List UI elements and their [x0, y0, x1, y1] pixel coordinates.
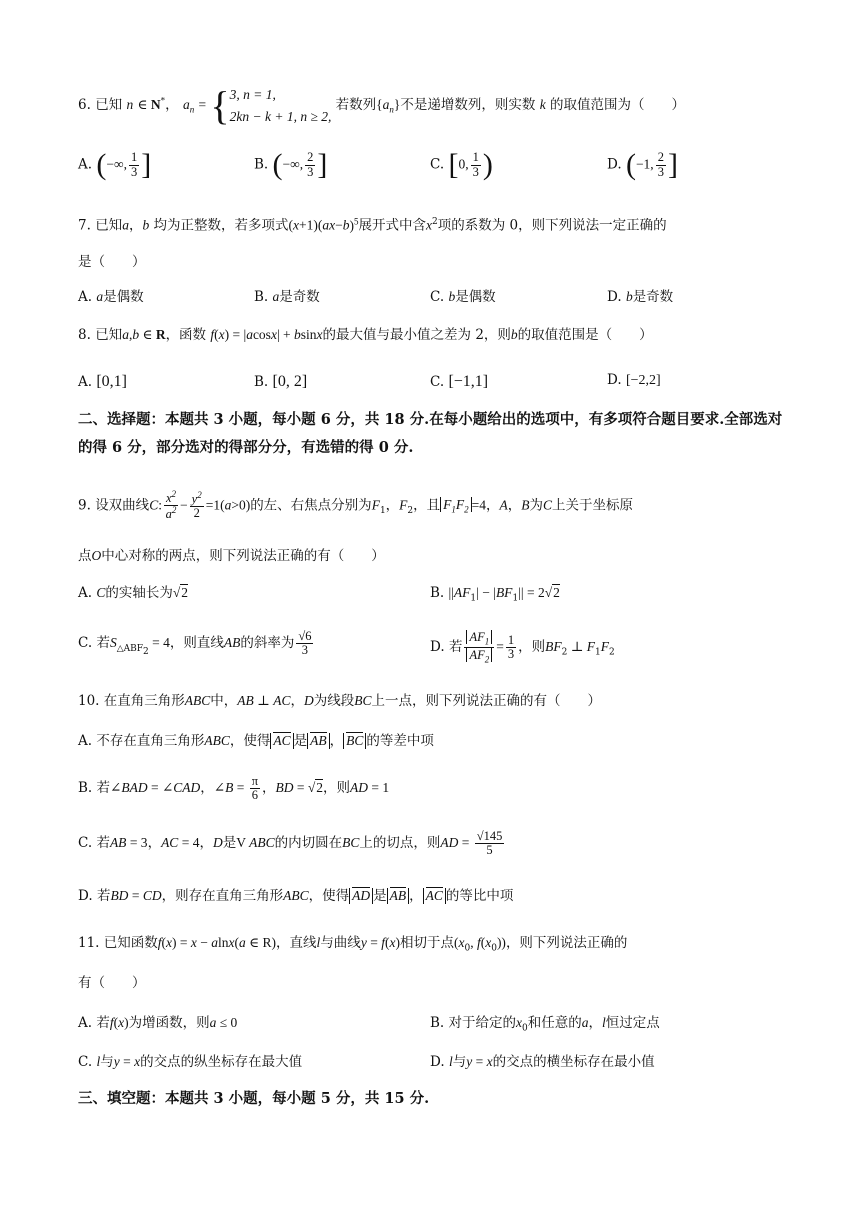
q9-line-2: 点O中心对称的两点，则下列说法正确的有（ ）: [78, 548, 385, 564]
q6-case-1: 3, n = 1,: [229, 87, 276, 102]
q6-stem-c: 不是递增数列，则实数: [400, 97, 536, 114]
q10-option-a: A. 不存在直角三角形ABC，使得 AC 是 AB ， BC 的等差中项: [78, 733, 434, 749]
q8-option-b: B. [0, 2]: [254, 373, 308, 390]
q6-stem-a: 已知: [95, 97, 123, 114]
q10-option-c: C. 若AB = 3，AC = 4，D是V ABC的内切圆在BC上的切点，则AD = $\frac{√145}{5}$: [78, 829, 503, 858]
q6-stem-d: 的取值范围为（ ）: [549, 97, 685, 114]
q8-option-c: C. [−1,1]: [430, 373, 489, 390]
q8-option-a: A. [0,1]: [78, 373, 127, 390]
question-9: 9. 设双曲线C: $\frac{x^2}{a^2}$ − $\frac{y^2}{2}$ =1(a>0)的左、右焦点分别为$F_1$，$F_2$，且 $F_1F_2 =4$，A，B为C上关于坐标原: [78, 489, 634, 522]
q6-option-b: B. (−∞, $\frac{2}{3}$ ]: [254, 148, 328, 181]
q6-number: 6.: [78, 97, 91, 114]
section-3-heading: 三、填空题：本题共 3 小题，每小题 5 分，共 15 分.: [78, 1090, 430, 1107]
question-7: 7. 已知a，b 均为正整数，若多项式$(x+1)(ax-b)^5$展开式中含$x^2$项的系数为 0，则下列说法一定正确的: [78, 216, 667, 234]
q9-option-b: B. $||AF_1| - |BF_1|| = 2√2$: [430, 585, 560, 604]
q11-option-d: D. l与y = x的交点的横坐标存在最小值: [430, 1054, 655, 1070]
question-11: 11. 已知函数f(x) = x − alnx(a ∈ R)，直线l与曲线y = f(x)相切于点($x_0$, $f(x_0)$)，则下列说法正确的: [78, 935, 628, 954]
section-2-heading: 二、选择题：本题共 3 小题，每小题 6 分，共 18 分.在每小题给出的选项中，有多项符合题目要求.全部选对的得 6 分，部分选对的得部分分，有选错的得 0 分.: [78, 411, 783, 456]
question-8: 8. 已知a,b ∈ R，函数 f(x) = |acosx| + bsinx的最大值与最小值之差为 2，则b的取值范围是（ ）: [78, 327, 653, 343]
q11-option-b: B. 对于给定的$x_0$和任意的a，l恒过定点: [430, 1015, 660, 1034]
q7-option-a: A. a是偶数: [78, 289, 144, 305]
q6-option-d: D. (−1, $\frac{2}{3}$ ]: [607, 148, 678, 181]
question-6: 6. 已知 n ∈ N*， $a_n$ = { 3, n = 1, 2kn − k + 1, n ≥ 2, 若数列$\{a_n\}$不是递增数列，则实数 k 的取值范围为（ ）: [78, 82, 685, 128]
q6-case-2: 2kn − k + 1, n ≥ 2,: [229, 108, 332, 124]
q7-option-c: C. b是偶数: [430, 289, 496, 305]
q7-line-2: 是（ ）: [78, 254, 146, 270]
q6-option-a: A. (−∞, $\frac{1}{3}$ ]: [78, 148, 152, 181]
q6-stem-b: 若数列: [335, 97, 377, 114]
q11-option-c: C. l与y = x的交点的纵坐标存在最大值: [78, 1054, 303, 1070]
question-10: 10. 在直角三角形ABC中，AB ⊥ AC，D为线段BC上一点，则下列说法正确的有（ ）: [78, 693, 602, 709]
q9-option-c: C. 若$S_{\triangle ABF_2} = 4$，则直线AB的斜率为 $\frac{√6}{3}$: [78, 629, 312, 658]
q8-option-d: D. [−2,2]: [607, 372, 661, 388]
q9-option-a: A. C的实轴长为√2: [78, 585, 189, 601]
q10-option-b: B. 若∠BAD = ∠CAD，∠B = $\frac{\pi}{6}$ ，BD = √2，则AD = 1: [78, 774, 390, 803]
q9-option-d: D. 若 $\frac{AF_1}{AF_2}$ = $\frac{1}{3}$ ，则$BF_2$ ⊥ $F_1F_2$: [430, 630, 615, 665]
q11-option-a: A. 若f(x)为增函数，则a ≤ 0: [78, 1015, 238, 1031]
q10-option-d: D. 若BD = CD，则存在直角三角形ABC，使得 AD 是 AB ， AC 的等比中项: [78, 888, 514, 904]
q7-option-d: D. b是奇数: [607, 289, 674, 305]
q11-line-2: 有（ ）: [78, 975, 146, 991]
q6-option-c: C. [0, $\frac{1}{3}$ ): [430, 148, 493, 181]
q7-option-b: B. a是奇数: [254, 289, 320, 305]
